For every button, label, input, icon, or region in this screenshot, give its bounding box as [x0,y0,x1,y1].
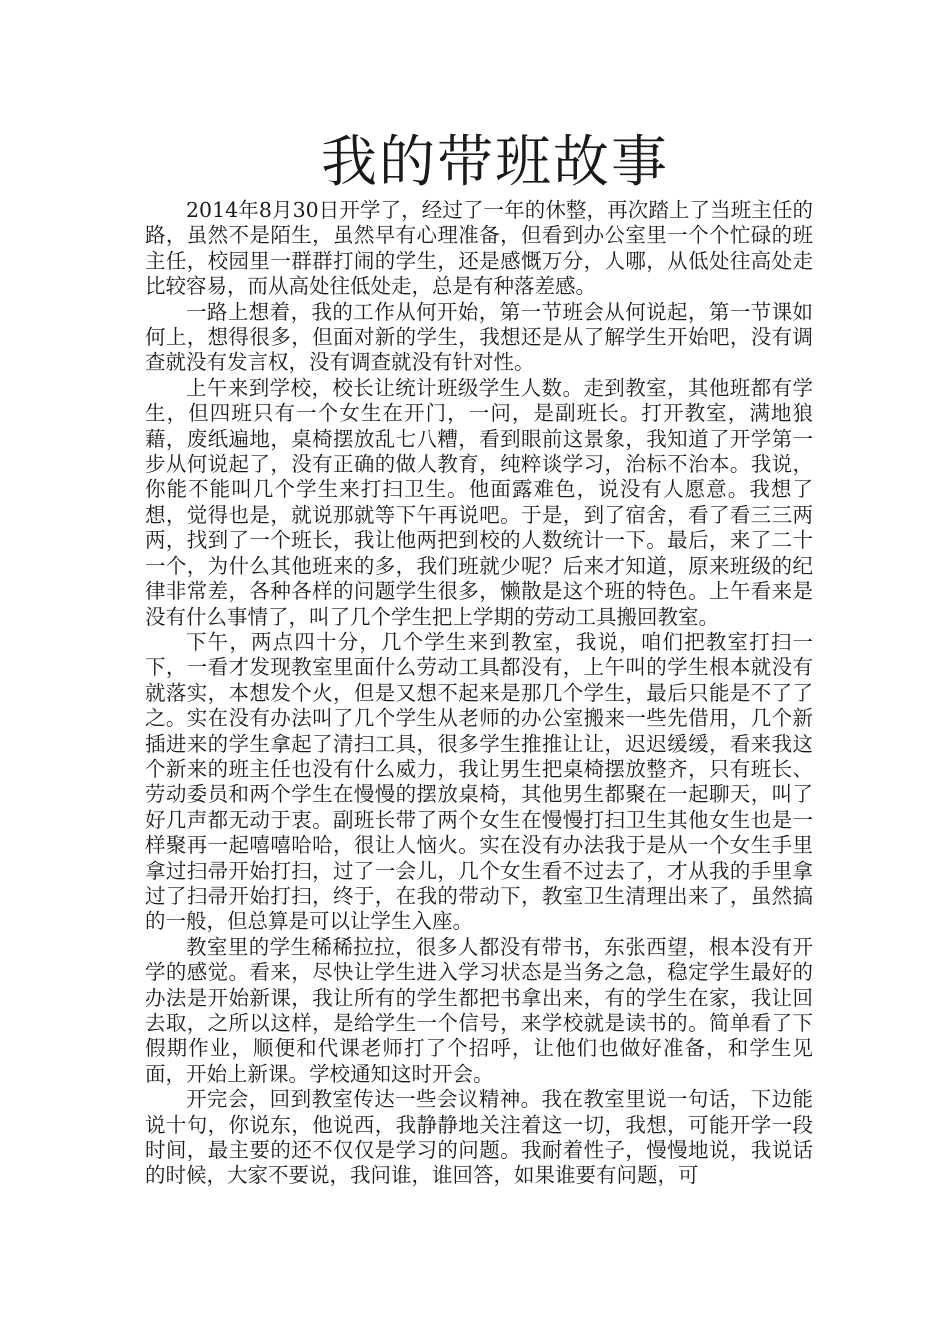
paragraph-3: 上午来到学校，校长让统计班级学生人数。走到教室，其他班都有学生，但四班只有一个女生在开门，一问，是副班长。打开教室，满地狼藉，废纸遍地，桌椅摆放乱七八糟，看到眼前这景象，我知道了开学第一步从何说起了，没有正确的做人教育，纯粹谈学习，治标不治本。我说，你能不能叫几个学生来打扫卫生。他面露难色，说没有人愿意。我想了想，觉得也是，就说那就等下午再说吧。于是，到了宿舍，看了看三三两两，找到了一个班长，我让他两把到校的人数统计一下。最后，来了二十一个，为什么其他班来的多，我们班就少呢？后来才知道，原来班级的纪律非常差，各种各样的问题学生很多，懒散是这个班的特色。上午看来是没有什么事情了，叫了几个学生把上学期的劳动工具搬回教室。 [145,375,813,629]
paragraph-2: 一路上想着，我的工作从何开始，第一节班会从何说起，第一节课如何上，想得很多，但面对新的学生，我想还是从了解学生开始吧，没有调查就没有发言权，没有调查就没有针对性。 [145,299,813,375]
paragraph-5: 教室里的学生稀稀拉拉，很多人都没有带书，东张西望，根本没有开学的感觉。看来，尽快让学生进入学习状态是当务之急，稳定学生最好的办法是开始新课，我让所有的学生都把书拿出来，有的学生在家，我让回去取，之所以这样，是给学生一个信号，来学校就是读书的。简单看了下假期作业，顺便和代课老师打了个招呼，让他们也做好准备，和学生见面，开始上新课。学校通知这时开会。 [145,934,813,1086]
document-body [145,198,813,1189]
paragraph-1: 2014年8月30日开学了，经过了一年的休整，再次踏上了当班主任的路，虽然不是陌生，虽然早有心理准备，但看到办公室里一个个忙碌的班主任，校园里一群群打闹的学生，还是感慨万分，人哪，从低处往高处走比较容易，而从高处往低处走，总是有种落差感。 [145,198,813,299]
document-title: 我的带班故事 [321,130,669,195]
paragraph-4: 下午，两点四十分，几个学生来到教室，我说，咱们把教室打扫一下，一看才发现教室里面什么劳动工具都没有，上午叫的学生根本就没有就落实，本想发个火，但是又想不起来是那几个学生，最后只能是不了了之。实在没有办法叫了几个学生从老师的办公室搬来一些先借用，几个新插进来的学生拿起了清扫工具，很多学生推推让让，迟迟缓缓，看来我这个新来的班主任也没有什么威力，我让男生把桌椅摆放整齐，只有班长、劳动委员和两个学生在慢慢的摆放桌椅，其他男生都聚在一起聊天，叫了好几声都无动于衷。副班长带了两个女生在慢慢打扫卫生其他女生也是一样聚再一起嘻嘻哈哈，很让人恼火。实在没有办法我于是从一个女生手里拿过扫帚开始打扫，过了一会儿，几个女生看不过去了，才从我的手里拿过了扫帚开始打扫，终于，在我的带动下，教室卫生清理出来了，虽然搞的一般，但总算是可以让学生入座。 [145,629,813,934]
paragraph-6: 开完会，回到教室传达一些会议精神。我在教室里说一句话，下边能说十句，你说东，他说西，我静静地关注着这一切，我想，可能开学一段时间，最主要的还不仅仅是学习的问题。我耐着性子，慢慢地说，我说话的时候，大家不要说，我问谁，谁回答，如果谁要有问题，可 [145,1087,813,1188]
